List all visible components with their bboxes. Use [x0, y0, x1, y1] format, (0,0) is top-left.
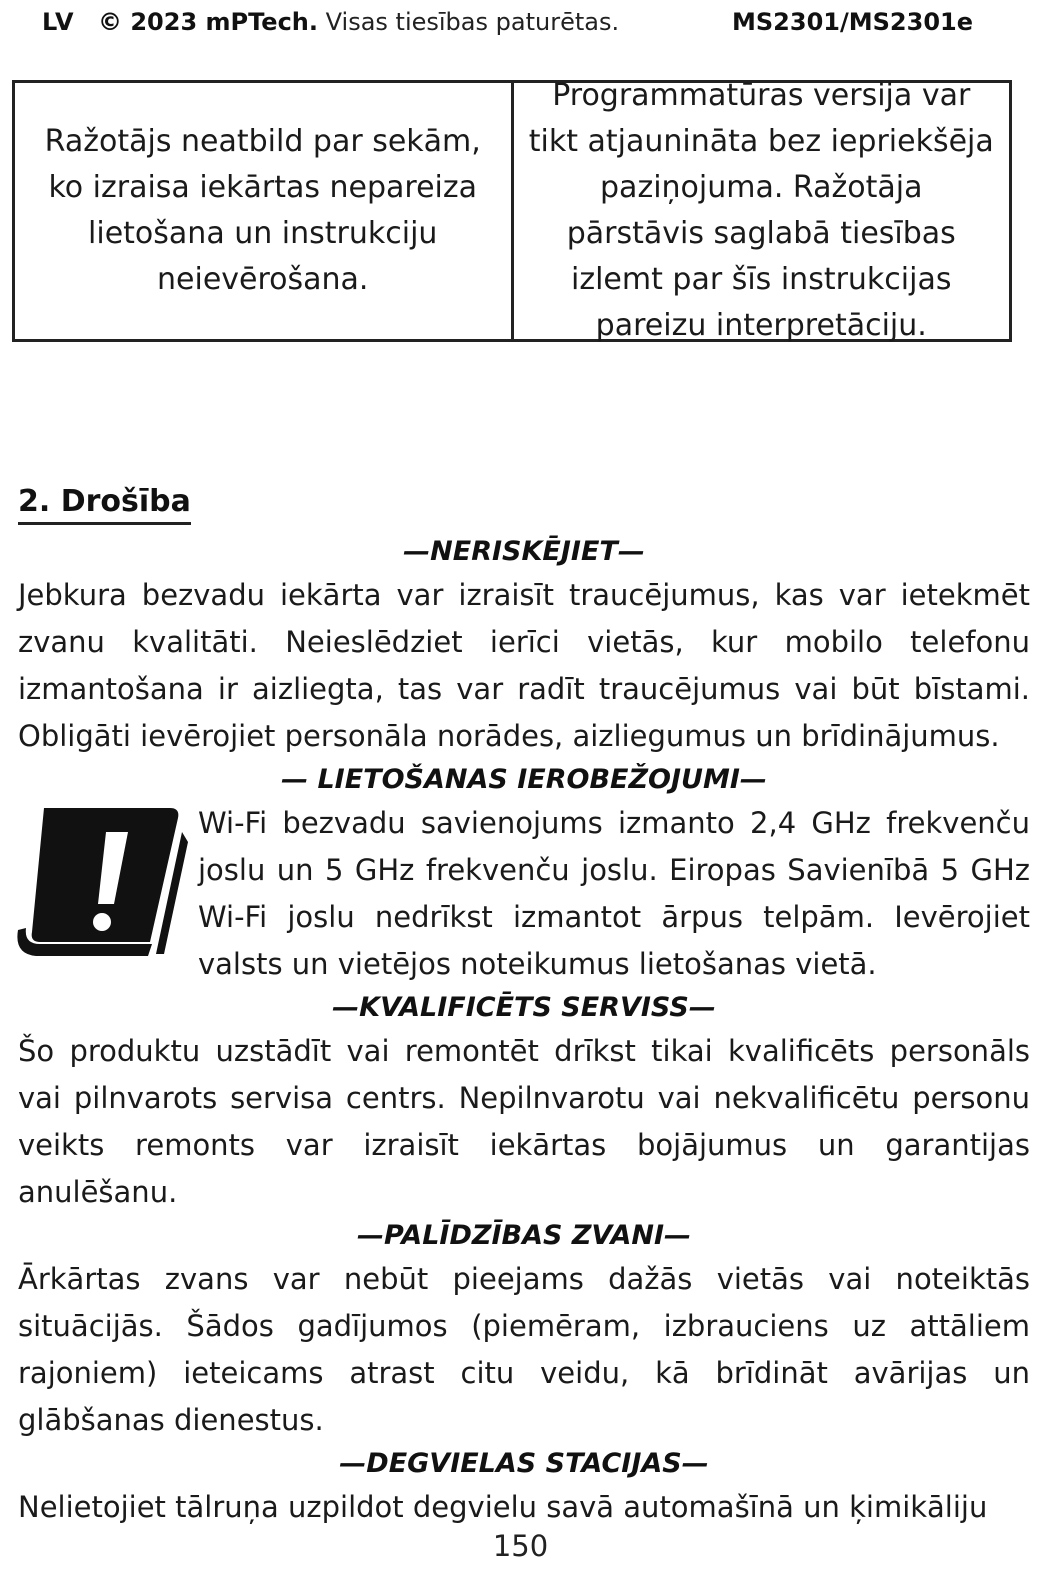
page-header — [0, 6, 1041, 38]
page-number: 150 — [492, 1529, 549, 1563]
heading-emergency-calls: —PALĪDZĪBAS ZVANI— — [357, 1220, 691, 1251]
copyright-brand: © 2023 mPTech. — [98, 8, 318, 36]
heading-risk: —NERISKĒJIET— — [403, 536, 645, 567]
heading-qualified-service: —KVALIFICĒTS SERVISS— — [332, 992, 716, 1023]
copyright-notice — [98, 6, 619, 38]
copyright-text: Visas tiesības paturētas. — [325, 8, 620, 36]
paragraph-fuel-stations: Nelietojiet tālruņa uzpildot degvielu savā automašīnā un ķimikāliju — [18, 1490, 988, 1524]
heading-usage-restrictions: — LIETOŠANAS IEROBEŽOJUMI— — [281, 764, 767, 795]
heading-fuel-stations: —DEGVIELAS STACIJAS— — [339, 1448, 709, 1479]
notice-cell-left: Ražotājs neatbild par sekām, ko izraisa iekārtas nepareiza lietošana un instrukciju neievērošana. — [44, 124, 481, 297]
notice-table — [12, 80, 1012, 342]
notice-cell-right: Programmatūras versija var tikt atjaunināta bez iepriekšēja paziņojuma. Ražotāja pārstāvis saglabā tiesības izlemt par šīs instrukcijas pareizu interpretāciju. — [511, 83, 1010, 339]
paragraph-risk: Jebkura bezvadu iekārta var izraisīt traucējumus, kas var ietekmēt zvanu kvalitāti. Neieslēdziet ierīci vietās, kur mobilo telefonu izmantošana ir aizliegta, tas var radīt traucējumus vai būt bīstami. Obligāti ievērojiet personāla norādes, aizliegumus un brīdinājumus. — [18, 578, 1030, 753]
paragraph-emergency-calls: Ārkārtas zvans var nebūt pieejams dažās vietās vai noteiktās situācijās. Šādos gadījumos (piemēram, izbrauciens uz attāliem rajoniem) ieteicams atrast citu veidu, kā brīdināt avārijas un glābšanas dienestus. — [18, 1262, 1030, 1437]
model-number: MS2301/MS2301e — [732, 8, 973, 36]
manual-warning-icon — [10, 802, 188, 962]
paragraph-usage-restrictions: Wi-Fi bezvadu savienojums izmanto 2,4 GHz frekvenču joslu un 5 GHz frekvenču joslu. Eiropas Savienībā 5 GHz Wi-Fi joslu nedrīkst izmantot ārpus telpām. Ievērojiet valsts un vietējos noteikumus lietošanas vietā. — [198, 806, 1030, 981]
language-code: LV — [42, 8, 75, 36]
safety-section — [18, 532, 1030, 1531]
usage-restrictions-block — [18, 800, 1030, 988]
section-title: 2. Drošība — [18, 482, 191, 525]
paragraph-qualified-service: Šo produktu uzstādīt vai remontēt drīkst tikai kvalificēts personāls vai pilnvarots servisa centrs. Nepilnvarotu vai nekvalificētu personu veikts remonts var izraisīt iekārtas bojājumus un garantijas anulēšanu. — [18, 1034, 1030, 1209]
